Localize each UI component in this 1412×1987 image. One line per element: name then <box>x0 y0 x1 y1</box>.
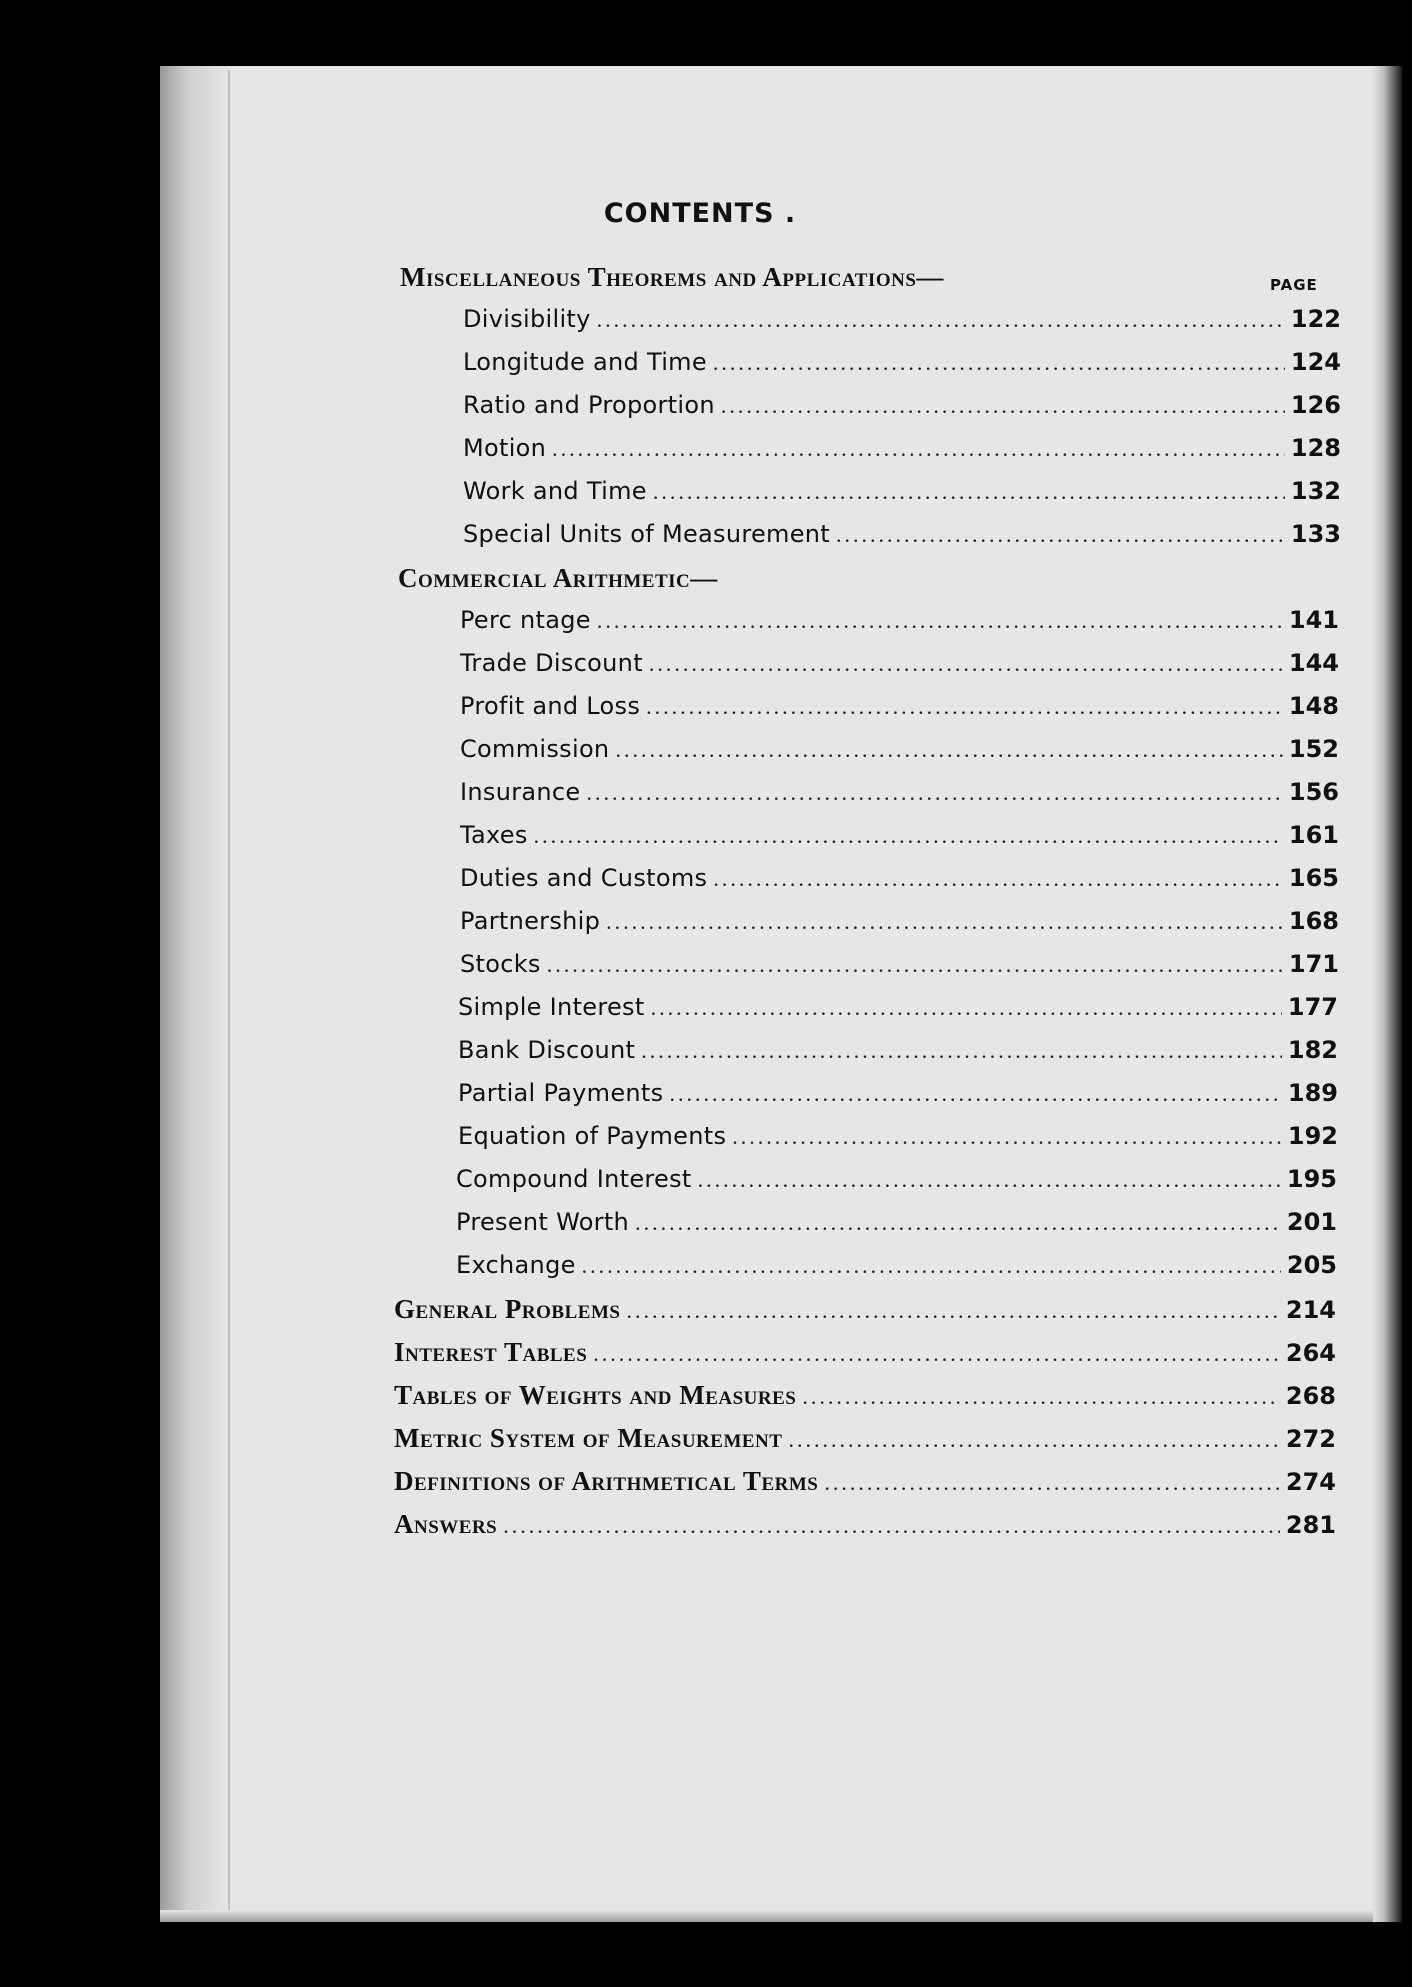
toc-section-label: Interest Tables <box>394 1337 588 1367</box>
toc-entry <box>460 907 1339 945</box>
toc-entry-page: 189 <box>1287 1079 1338 1107</box>
toc-entry-page: 156 <box>1288 778 1339 806</box>
toc-entry <box>463 477 1341 515</box>
toc-section-page: 264 <box>1285 1339 1336 1367</box>
toc-entry-page: 122 <box>1290 305 1341 333</box>
toc-section-label: Tables of Weights and Measures <box>394 1380 797 1410</box>
dot-leader <box>713 866 1283 892</box>
toc-section-entry <box>394 1337 1336 1375</box>
toc-entry-page: 124 <box>1290 348 1341 376</box>
toc-entry <box>456 1208 1337 1246</box>
dot-leader <box>597 307 1285 333</box>
toc-entry-label: Longitude and Time <box>463 348 707 376</box>
dot-leader <box>586 780 1282 806</box>
toc-section-label: Answers <box>394 1509 498 1539</box>
toc-entry-page: 201 <box>1286 1208 1337 1236</box>
toc-entry <box>460 692 1339 730</box>
toc-entry-page: 133 <box>1290 520 1341 548</box>
toc-section-label: Metric System of Measurement <box>394 1423 783 1453</box>
page-edge-bottom <box>160 1910 1373 1922</box>
toc-entry-label: Taxes <box>460 821 528 849</box>
toc-entry-page: 165 <box>1288 864 1339 892</box>
toc-section-page: 268 <box>1285 1382 1336 1410</box>
toc-entry <box>456 1165 1337 1203</box>
toc-entry-label: Present Worth <box>456 1208 630 1236</box>
toc-entry <box>460 735 1339 773</box>
dot-leader <box>534 823 1283 849</box>
toc-entry-label: Insurance <box>460 778 581 806</box>
dot-leader <box>552 436 1285 462</box>
toc-entry-label: Exchange <box>456 1251 576 1279</box>
toc-entry-label: Equation of Payments <box>458 1122 727 1150</box>
toc-entry-page: 141 <box>1288 606 1339 634</box>
toc-entry-label: Bank Discount <box>458 1036 636 1064</box>
dot-leader <box>721 393 1285 419</box>
dot-leader <box>836 522 1285 548</box>
toc-entry-label: Work and Time <box>463 477 647 505</box>
toc-entry-label: Partial Payments <box>458 1079 664 1107</box>
toc-entry-page: 177 <box>1287 993 1338 1021</box>
dot-leader <box>582 1253 1281 1279</box>
dot-leader <box>626 1298 1279 1324</box>
toc-entry-page: 182 <box>1287 1036 1338 1064</box>
toc-section-page: 274 <box>1285 1468 1336 1496</box>
toc-entry <box>458 1036 1338 1074</box>
dot-leader <box>713 350 1285 376</box>
dot-leader <box>547 952 1283 978</box>
dot-leader <box>669 1081 1281 1107</box>
dot-leader <box>653 479 1285 505</box>
dot-leader <box>646 694 1283 720</box>
toc-entry-page: 195 <box>1286 1165 1337 1193</box>
toc-entry-label: Profit and Loss <box>460 692 641 720</box>
toc-entry-label: Ratio and Proportion <box>463 391 715 419</box>
dot-leader <box>503 1513 1280 1539</box>
toc-entry-label: Partnership <box>460 907 601 935</box>
toc-entry-label: Perc ntage <box>460 606 591 634</box>
page-edge-left <box>160 66 230 1922</box>
dot-leader <box>606 909 1283 935</box>
toc-section-label: General Problems <box>394 1294 621 1324</box>
toc-entry-page: 144 <box>1288 649 1339 677</box>
toc-entry <box>463 391 1341 429</box>
toc-section-entry <box>394 1380 1336 1418</box>
toc-entry-page: 205 <box>1286 1251 1337 1279</box>
toc-entry <box>460 950 1339 988</box>
toc-entry-label: Compound Interest <box>456 1165 692 1193</box>
toc-entry-label: Simple Interest <box>458 993 645 1021</box>
toc-entry-page: 148 <box>1288 692 1339 720</box>
toc-section-entry <box>394 1423 1336 1461</box>
dot-leader <box>788 1427 1279 1453</box>
toc-entry <box>463 305 1341 343</box>
page-binding-line <box>228 70 230 1910</box>
toc-entry-page: 192 <box>1287 1122 1338 1150</box>
dot-leader <box>698 1167 1281 1193</box>
toc-section-page: 272 <box>1285 1425 1336 1453</box>
toc-entry-page: 168 <box>1288 907 1339 935</box>
page-title: CONTENTS . <box>603 198 797 229</box>
dot-leader <box>635 1210 1281 1236</box>
toc-entry-label: Commission <box>460 735 610 763</box>
dot-leader <box>651 995 1282 1021</box>
toc-entry <box>460 864 1339 902</box>
dot-leader <box>593 1341 1280 1367</box>
toc-entry-label: Special Units of Measurement <box>463 520 831 548</box>
toc-entry <box>458 1079 1338 1117</box>
toc-entry-page: 132 <box>1290 477 1341 505</box>
toc-entry-label: Divisibility <box>463 305 591 333</box>
toc-entry <box>460 606 1339 644</box>
toc-section-page: 214 <box>1285 1296 1336 1324</box>
section-heading-commercial: Commercial Arithmetic— <box>398 563 718 593</box>
toc-entry-label: Stocks <box>460 950 541 978</box>
toc-section-label: Definitions of Arithmetical Terms <box>394 1466 819 1496</box>
page-edge-right <box>1372 66 1402 1922</box>
toc-section-entry <box>394 1466 1336 1504</box>
section-heading-misc: Miscellaneous Theorems and Applications— <box>400 262 944 292</box>
dot-leader <box>649 651 1283 677</box>
page-column-header: PAGE <box>1270 276 1318 294</box>
toc-entry <box>463 520 1341 558</box>
dot-leader <box>615 737 1282 763</box>
dot-leader <box>824 1470 1280 1496</box>
toc-entry-page: 161 <box>1288 821 1339 849</box>
dot-leader <box>732 1124 1282 1150</box>
dot-leader <box>802 1384 1280 1410</box>
toc-entry-label: Motion <box>463 434 547 462</box>
toc-entry-label: Duties and Customs <box>460 864 708 892</box>
toc-entry <box>458 1122 1338 1160</box>
toc-entry-page: 171 <box>1288 950 1339 978</box>
toc-entry <box>458 993 1338 1031</box>
toc-section-entry <box>394 1294 1336 1332</box>
toc-section-page: 281 <box>1285 1511 1336 1539</box>
dot-leader <box>641 1038 1282 1064</box>
toc-entry <box>460 649 1339 687</box>
toc-entry-page: 126 <box>1290 391 1341 419</box>
toc-entry-page: 128 <box>1290 434 1341 462</box>
toc-entry <box>463 434 1341 472</box>
toc-entry <box>460 821 1339 859</box>
toc-section-entry <box>394 1509 1336 1547</box>
toc-entry <box>463 348 1341 386</box>
toc-entry-page: 152 <box>1288 735 1339 763</box>
toc-entry <box>460 778 1339 816</box>
toc-entry <box>456 1251 1337 1289</box>
toc-entry-label: Trade Discount <box>460 649 643 677</box>
dot-leader <box>597 608 1283 634</box>
